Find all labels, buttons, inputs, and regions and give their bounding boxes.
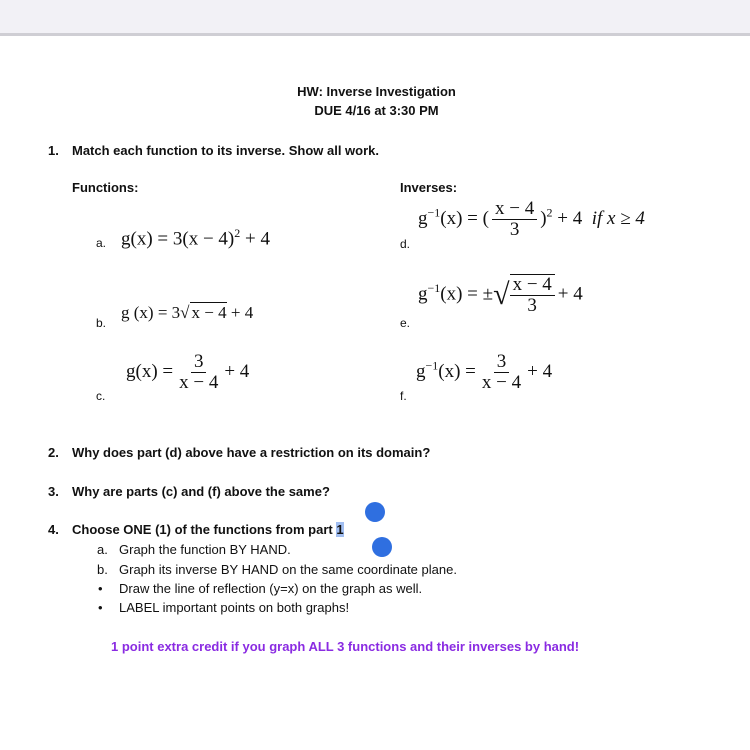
q4-item-a-marker: a. — [97, 542, 108, 557]
selection-start-handle[interactable] — [365, 502, 385, 522]
letter-d: d. — [400, 237, 411, 251]
letter-e: e. — [400, 316, 411, 330]
q4-item-b-marker: b. — [97, 562, 108, 577]
inverse-f: $g^{-1}(x)$ = $\frac{3}{x - 4}$ + 4 — [416, 351, 553, 393]
q1-number: 1. — [48, 143, 59, 158]
q4-item-b: Graph its inverse BY HAND on the same coordinate plane. — [119, 562, 457, 577]
q3-text: Why are parts (c) and (f) above the same? — [72, 484, 330, 499]
bullet-icon: • — [98, 581, 103, 596]
q4-item-a: Graph the function BY HAND. — [119, 542, 291, 557]
due-date: DUE 4/16 at 3:30 PM — [314, 103, 439, 118]
extra-credit-note: 1 point extra credit if you graph ALL 3 functions and their inverses by hand! — [111, 639, 580, 654]
doc-title: HW: Inverse Investigation — [297, 84, 456, 99]
q3-number: 3. — [48, 484, 59, 499]
function-b: g (x) = 3√ x − 4 + 4 — [121, 303, 254, 322]
selection-end-handle[interactable] — [372, 537, 392, 557]
q2-text: Why does part (d) above have a restriction on its domain? — [72, 445, 431, 460]
function-c: g(x) = $\frac{3}{x - 4}$ + 4 — [126, 351, 250, 393]
letter-f: f. — [400, 389, 407, 403]
inverse-e: $g^{-1}(x)$ = ±√ $\frac{x - 4}{3}$ + 4 — [418, 274, 583, 316]
letter-a: a. — [96, 236, 107, 250]
function-a: $g(x) = 3(x - 4)^2 + 4$ — [121, 226, 270, 250]
q4-number: 4. — [48, 522, 59, 537]
inverses-label: Inverses: — [400, 180, 458, 195]
q2-number: 2. — [48, 445, 59, 460]
q4-item-reflection: Draw the line of reflection (y=x) on the graph as well. — [119, 581, 423, 596]
bullet-icon: • — [98, 600, 103, 615]
q4-item-label: LABEL important points on both graphs! — [119, 600, 350, 615]
functions-label: Functions: — [72, 180, 139, 195]
letter-b: b. — [96, 316, 107, 330]
q1-text: Match each function to its inverse. Show all work. — [72, 143, 380, 158]
q4-text: Choose ONE (1) of the functions from part 1 — [72, 522, 344, 537]
letter-c: c. — [96, 389, 106, 403]
inverse-d: $g^{-1}(x)$ = ( $\frac{x - 4}{3}$ )$^2$ + 4 if x ≥ 4 — [418, 198, 645, 240]
selected-text[interactable]: 1 — [336, 522, 344, 537]
viewer-toolbar — [0, 0, 750, 36]
